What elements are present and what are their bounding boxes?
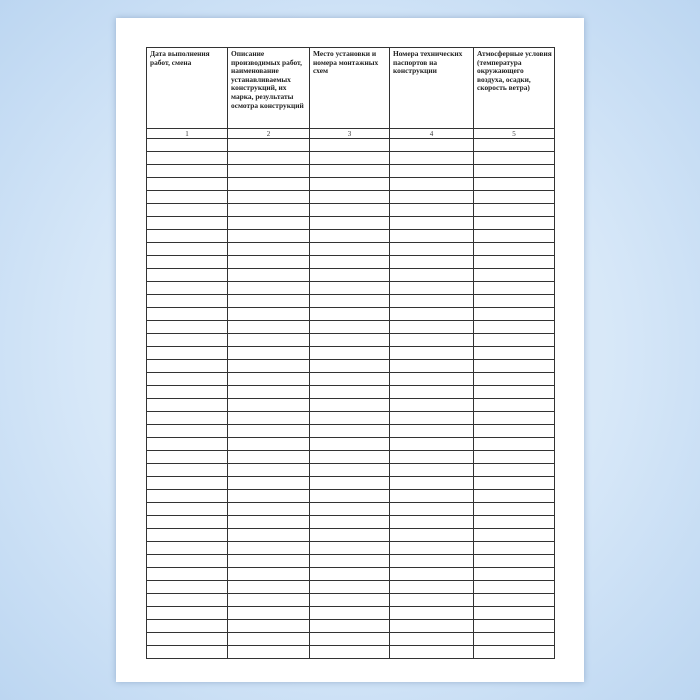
table-row — [147, 594, 555, 607]
table-row — [147, 464, 555, 477]
table-cell — [147, 529, 228, 542]
table-row — [147, 360, 555, 373]
table-cell — [147, 256, 228, 269]
table-cell — [390, 516, 474, 529]
table-cell — [228, 230, 310, 243]
table-cell — [474, 529, 555, 542]
table-cell — [147, 217, 228, 230]
table-row — [147, 516, 555, 529]
table-row — [147, 230, 555, 243]
table-row — [147, 503, 555, 516]
table-row — [147, 607, 555, 620]
table-cell — [310, 386, 390, 399]
table-cell — [390, 477, 474, 490]
table-cell — [390, 230, 474, 243]
table-row — [147, 308, 555, 321]
table-cell — [228, 477, 310, 490]
table-cell — [390, 178, 474, 191]
table-cell — [474, 334, 555, 347]
table-cell — [147, 204, 228, 217]
table-cell — [228, 139, 310, 152]
table-cell — [228, 503, 310, 516]
table-cell — [474, 412, 555, 425]
table-cell — [228, 607, 310, 620]
table-cell — [474, 581, 555, 594]
table-cell — [147, 542, 228, 555]
table-cell — [228, 282, 310, 295]
table-cell — [390, 399, 474, 412]
table-cell — [228, 334, 310, 347]
table-cell — [474, 555, 555, 568]
table-cell — [228, 490, 310, 503]
table-cell — [147, 425, 228, 438]
table-row — [147, 438, 555, 451]
table-cell — [310, 243, 390, 256]
table-cell — [228, 217, 310, 230]
table-cell — [390, 152, 474, 165]
table-row — [147, 477, 555, 490]
table-cell — [228, 594, 310, 607]
table-cell — [390, 542, 474, 555]
table-row — [147, 620, 555, 633]
column-header-description: Описание производимых работ, наименование устанавливаемых конструкций, их марка, результаты осмотра конструкций — [228, 48, 310, 129]
table-cell — [310, 646, 390, 659]
table-cell — [390, 295, 474, 308]
table-cell — [310, 347, 390, 360]
table-cell — [147, 438, 228, 451]
table-cell — [390, 633, 474, 646]
table-cell — [228, 386, 310, 399]
table-cell — [147, 295, 228, 308]
table-cell — [390, 490, 474, 503]
table-cell — [390, 412, 474, 425]
table-cell — [474, 243, 555, 256]
table-cell — [474, 347, 555, 360]
table-cell — [474, 191, 555, 204]
table-cell — [310, 178, 390, 191]
column-header-weather: Атмосферные условия (температура окружающего воздуха, осадки, скорость ветра) — [474, 48, 555, 129]
table-cell — [310, 295, 390, 308]
table-row — [147, 204, 555, 217]
table-cell — [228, 516, 310, 529]
table-cell — [228, 529, 310, 542]
table-cell — [310, 451, 390, 464]
table-cell — [147, 360, 228, 373]
table-cell — [390, 139, 474, 152]
table-row — [147, 321, 555, 334]
table-cell — [474, 178, 555, 191]
column-number: 3 — [310, 129, 390, 139]
table-cell — [310, 620, 390, 633]
table-cell — [474, 295, 555, 308]
table-row — [147, 646, 555, 659]
table-cell — [310, 607, 390, 620]
table-row — [147, 347, 555, 360]
table-cell — [310, 464, 390, 477]
table-cell — [228, 347, 310, 360]
table-cell — [310, 204, 390, 217]
table-cell — [310, 529, 390, 542]
table-row — [147, 386, 555, 399]
table-cell — [147, 477, 228, 490]
table-cell — [390, 165, 474, 178]
table-cell — [310, 165, 390, 178]
table-row — [147, 217, 555, 230]
table-cell — [228, 633, 310, 646]
table-cell — [147, 178, 228, 191]
column-number-row — [147, 129, 555, 139]
table-cell — [310, 490, 390, 503]
table-cell — [228, 178, 310, 191]
work-log-table — [146, 47, 555, 659]
table-row — [147, 139, 555, 152]
table-cell — [390, 217, 474, 230]
table-cell — [390, 529, 474, 542]
table-cell — [390, 503, 474, 516]
table-cell — [474, 464, 555, 477]
table-cell — [147, 607, 228, 620]
table-row — [147, 451, 555, 464]
table-cell — [390, 646, 474, 659]
table-header-row — [147, 48, 555, 129]
table-cell — [147, 347, 228, 360]
table-cell — [390, 308, 474, 321]
table-cell — [310, 373, 390, 386]
table-cell — [310, 152, 390, 165]
table-cell — [474, 360, 555, 373]
table-cell — [310, 282, 390, 295]
table-cell — [474, 165, 555, 178]
table-cell — [310, 256, 390, 269]
table-cell — [310, 516, 390, 529]
table-cell — [147, 191, 228, 204]
table-row — [147, 490, 555, 503]
table-cell — [390, 373, 474, 386]
table-row — [147, 152, 555, 165]
table-cell — [474, 568, 555, 581]
table-cell — [310, 412, 390, 425]
table-row — [147, 373, 555, 386]
table-cell — [228, 464, 310, 477]
table-cell — [310, 633, 390, 646]
table-cell — [147, 165, 228, 178]
column-number: 2 — [228, 129, 310, 139]
table-cell — [228, 152, 310, 165]
table-row — [147, 399, 555, 412]
column-header-date: Дата выполнения работ, смена — [147, 48, 228, 129]
table-cell — [390, 607, 474, 620]
table-cell — [147, 633, 228, 646]
table-cell — [147, 243, 228, 256]
table-cell — [310, 542, 390, 555]
table-cell — [390, 269, 474, 282]
table-cell — [147, 490, 228, 503]
table-cell — [310, 568, 390, 581]
table-cell — [474, 204, 555, 217]
table-row — [147, 555, 555, 568]
table-cell — [228, 256, 310, 269]
table-cell — [474, 438, 555, 451]
table-cell — [147, 412, 228, 425]
table-row — [147, 529, 555, 542]
table-cell — [390, 555, 474, 568]
table-cell — [310, 425, 390, 438]
table-cell — [228, 165, 310, 178]
table-cell — [228, 425, 310, 438]
table-cell — [310, 217, 390, 230]
table-cell — [228, 555, 310, 568]
table-cell — [310, 399, 390, 412]
table-cell — [310, 230, 390, 243]
table-row — [147, 243, 555, 256]
table-cell — [390, 243, 474, 256]
table-cell — [310, 503, 390, 516]
table-cell — [474, 451, 555, 464]
table-cell — [310, 581, 390, 594]
table-cell — [390, 438, 474, 451]
table-cell — [147, 620, 228, 633]
table-cell — [228, 360, 310, 373]
table-cell — [474, 477, 555, 490]
column-number: 1 — [147, 129, 228, 139]
table-cell — [390, 204, 474, 217]
table-row — [147, 165, 555, 178]
table-cell — [147, 139, 228, 152]
table-row — [147, 581, 555, 594]
table-cell — [147, 282, 228, 295]
table-row — [147, 178, 555, 191]
table-cell — [474, 217, 555, 230]
table-cell — [147, 230, 228, 243]
table-cell — [147, 646, 228, 659]
table-row — [147, 282, 555, 295]
table-cell — [147, 399, 228, 412]
table-cell — [474, 386, 555, 399]
table-cell — [390, 347, 474, 360]
table-cell — [474, 620, 555, 633]
table-cell — [474, 373, 555, 386]
table-cell — [390, 451, 474, 464]
table-cell — [228, 308, 310, 321]
table-cell — [310, 321, 390, 334]
table-cell — [310, 360, 390, 373]
table-cell — [228, 373, 310, 386]
table-cell — [228, 581, 310, 594]
table-cell — [147, 308, 228, 321]
table-cell — [474, 399, 555, 412]
table-cell — [147, 568, 228, 581]
table-cell — [310, 269, 390, 282]
table-row — [147, 412, 555, 425]
table-cell — [228, 204, 310, 217]
table-cell — [474, 256, 555, 269]
table-cell — [147, 269, 228, 282]
table-cell — [390, 568, 474, 581]
table-cell — [474, 425, 555, 438]
table-cell — [474, 321, 555, 334]
table-cell — [390, 256, 474, 269]
table-cell — [228, 412, 310, 425]
table-cell — [147, 373, 228, 386]
table-cell — [310, 594, 390, 607]
column-header-passports: Номера технических паспортов на конструкции — [390, 48, 474, 129]
table-row — [147, 256, 555, 269]
table-cell — [390, 321, 474, 334]
table-cell — [390, 620, 474, 633]
table-cell — [390, 594, 474, 607]
column-header-location: Место установки и номера монтажных схем — [310, 48, 390, 129]
table-cell — [228, 451, 310, 464]
table-cell — [310, 477, 390, 490]
table-cell — [390, 386, 474, 399]
table-cell — [474, 646, 555, 659]
document-page — [116, 18, 584, 682]
column-number: 4 — [390, 129, 474, 139]
table-cell — [147, 451, 228, 464]
table-cell — [474, 633, 555, 646]
table-cell — [147, 503, 228, 516]
table-cell — [147, 464, 228, 477]
table-cell — [228, 243, 310, 256]
table-cell — [390, 191, 474, 204]
column-number: 5 — [474, 129, 555, 139]
table-cell — [390, 334, 474, 347]
table-cell — [474, 308, 555, 321]
table-cell — [228, 399, 310, 412]
table-cell — [474, 490, 555, 503]
table-cell — [228, 295, 310, 308]
table-cell — [474, 282, 555, 295]
table-cell — [390, 282, 474, 295]
table-cell — [147, 152, 228, 165]
table-cell — [228, 269, 310, 282]
table-cell — [474, 139, 555, 152]
table-row — [147, 568, 555, 581]
table-cell — [474, 542, 555, 555]
table-cell — [390, 425, 474, 438]
table-cell — [147, 555, 228, 568]
table-row — [147, 295, 555, 308]
table-cell — [228, 321, 310, 334]
table-cell — [228, 191, 310, 204]
table-cell — [147, 386, 228, 399]
table-cell — [228, 568, 310, 581]
table-cell — [147, 321, 228, 334]
table-cell — [228, 438, 310, 451]
table-cell — [147, 581, 228, 594]
table-cell — [474, 503, 555, 516]
table-cell — [147, 594, 228, 607]
table-row — [147, 269, 555, 282]
table-row — [147, 542, 555, 555]
table-cell — [390, 464, 474, 477]
table-cell — [474, 607, 555, 620]
table-cell — [310, 438, 390, 451]
table-row — [147, 191, 555, 204]
table-cell — [310, 555, 390, 568]
table-cell — [310, 139, 390, 152]
table-row — [147, 633, 555, 646]
table-cell — [310, 308, 390, 321]
table-cell — [474, 230, 555, 243]
table-cell — [310, 334, 390, 347]
table-cell — [228, 542, 310, 555]
table-cell — [228, 620, 310, 633]
table-row — [147, 334, 555, 347]
table-cell — [390, 581, 474, 594]
table-cell — [147, 516, 228, 529]
table-row — [147, 425, 555, 438]
table-cell — [474, 594, 555, 607]
table-cell — [147, 334, 228, 347]
table-cell — [228, 646, 310, 659]
table-cell — [474, 152, 555, 165]
table-cell — [474, 516, 555, 529]
table-cell — [310, 191, 390, 204]
table-cell — [474, 269, 555, 282]
table-cell — [390, 360, 474, 373]
